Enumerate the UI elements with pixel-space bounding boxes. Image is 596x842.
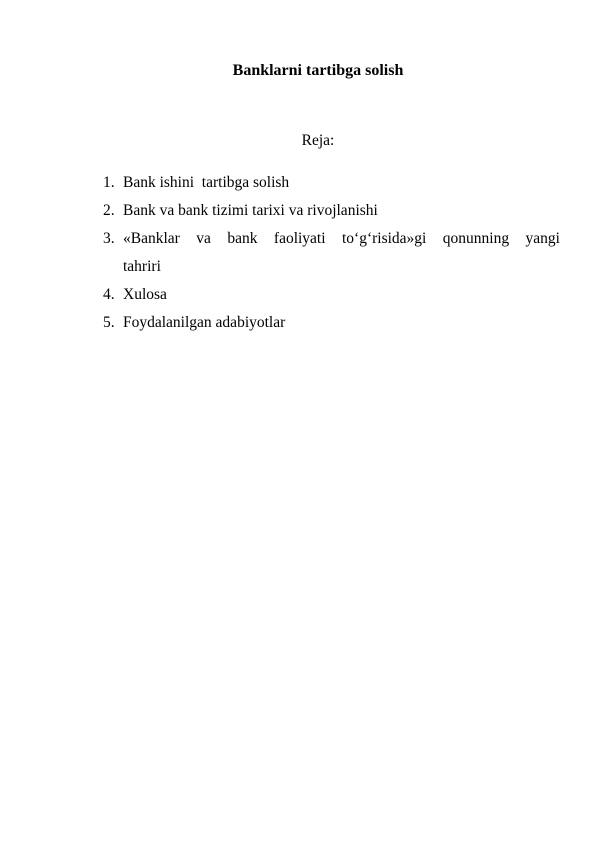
plan-item-text: Bank ishini tartibga solish [123,174,290,191]
plan-item-text-line-2: tahriri [123,258,161,275]
plan-item-4 [103,281,560,309]
plan-item-2 [103,197,560,225]
document-title: Banklarni tartibga solish [232,62,404,79]
plan-item-number: 5. [103,314,115,331]
plan-item-text-line-1: «Banklar va bank faoliyati to‘g‘risida»gi qonunning yangi [123,230,560,247]
plan-item-5 [103,309,560,337]
plan-item-number: 4. [103,286,115,303]
plan-item-text: Foydalanilgan adabiyotlar [123,314,286,331]
plan-item-1 [103,169,560,197]
plan-item-text: Xulosa [123,286,167,303]
plan-list [103,169,560,337]
plan-item-number: 1. [103,174,115,191]
plan-item-number: 3. [103,230,115,247]
plan-heading: Reja: [301,132,335,149]
plan-item-3 [103,225,560,281]
plan-item-text: Bank va bank tizimi tarixi va rivojlanishi [123,202,378,219]
plan-item-number: 2. [103,202,115,219]
